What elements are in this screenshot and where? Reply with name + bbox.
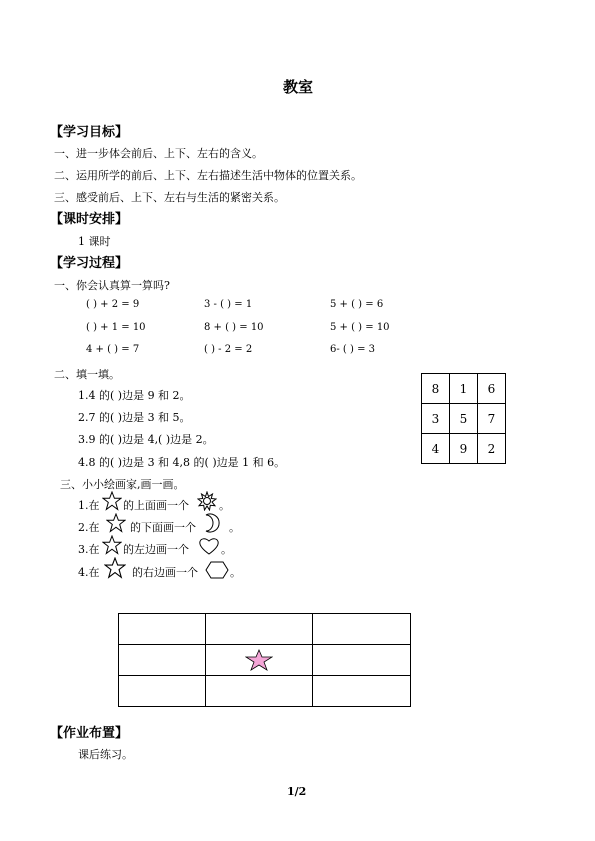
draw-item-3-prefix: 3.在 xyxy=(78,543,100,556)
part2-heading: 二、填一填。 xyxy=(54,368,120,381)
drawing-cell xyxy=(313,676,411,707)
drawing-cell xyxy=(313,614,411,645)
draw-item-1-middle: 的上面画一个 xyxy=(123,499,189,512)
grid-cell: 3 xyxy=(422,404,450,434)
grid-cell: 2 xyxy=(478,434,506,464)
page-number: 1/2 xyxy=(287,785,307,798)
goal-line-3: 三、感受前后、上下、左右与生活的紧密关系。 xyxy=(54,191,285,204)
draw-item-3-middle: 的左边画一个 xyxy=(123,543,189,556)
equation: 4 + ( ) = 7 xyxy=(86,344,140,355)
goal-line-1: 一、进一步体会前后、上下、左右的含义。 xyxy=(54,147,263,160)
fill-item-1: 1.4 的( )边是 9 和 2。 xyxy=(78,389,191,402)
draw-item-2-prefix: 2.在 xyxy=(78,521,100,534)
number-grid xyxy=(421,373,506,464)
part1-heading: 一、你会认真算一算吗? xyxy=(54,279,170,292)
grid-cell: 8 xyxy=(422,374,450,404)
page-title: 教室 xyxy=(283,78,314,96)
homework-text: 课后练习。 xyxy=(78,748,133,761)
draw-item-4-prefix: 4.在 xyxy=(78,566,100,579)
section-heading-schedule: 【课时安排】 xyxy=(50,212,129,227)
drawing-cell-center xyxy=(206,645,313,676)
section-heading-process: 【学习过程】 xyxy=(50,256,129,271)
grid-cell: 9 xyxy=(450,434,478,464)
hexagon-icon xyxy=(205,561,229,579)
draw-item-4-middle: 的右边画一个 xyxy=(132,566,198,579)
equation: 5 + ( ) = 10 xyxy=(330,322,390,333)
grid-cell: 6 xyxy=(478,374,506,404)
equation: 8 + ( ) = 10 xyxy=(204,322,264,333)
drawing-cell xyxy=(119,645,206,676)
equation: ( ) - 2 = 2 xyxy=(204,344,253,355)
drawing-cell xyxy=(119,676,206,707)
drawing-cell xyxy=(313,645,411,676)
star-icon xyxy=(104,557,126,579)
fill-item-4: 4.8 的( )边是 3 和 4,8 的( )边是 1 和 6。 xyxy=(78,456,286,469)
drawing-cell xyxy=(206,676,313,707)
draw-item-1-suffix: 。 xyxy=(219,499,230,512)
goal-line-2: 二、运用所学的前后、上下、左右描述生活中物体的位置关系。 xyxy=(54,169,362,182)
equation: 6- ( ) = 3 xyxy=(330,344,375,355)
grid-cell: 7 xyxy=(478,404,506,434)
drawing-cell xyxy=(206,614,313,645)
equation: ( ) + 2 = 9 xyxy=(86,299,140,310)
equation: ( ) + 1 = 10 xyxy=(86,322,146,333)
heart-icon xyxy=(198,536,220,556)
grid-cell: 1 xyxy=(450,374,478,404)
draw-item-2-middle: 的下面画一个 xyxy=(130,521,196,534)
section-heading-homework: 【作业布置】 xyxy=(50,726,129,741)
grid-cell: 4 xyxy=(422,434,450,464)
equation: 5 + ( ) = 6 xyxy=(330,299,384,310)
schedule-text: 1 课时 xyxy=(78,235,111,248)
moon-icon xyxy=(203,513,227,533)
section-heading-goals: 【学习目标】 xyxy=(50,125,129,140)
star-icon xyxy=(102,535,122,555)
draw-item-1-prefix: 1.在 xyxy=(78,499,100,512)
equation: 3 - ( ) = 1 xyxy=(204,299,253,310)
draw-item-3-suffix: 。 xyxy=(221,543,232,556)
sun-icon xyxy=(197,491,217,511)
drawing-grid xyxy=(118,613,411,707)
star-icon xyxy=(245,649,273,671)
star-icon xyxy=(106,513,126,533)
drawing-cell xyxy=(119,614,206,645)
grid-cell: 5 xyxy=(450,404,478,434)
draw-item-4-suffix: 。 xyxy=(230,566,241,579)
star-icon xyxy=(102,491,122,511)
part3-heading: 三、小小绘画家,画一画。 xyxy=(60,478,185,491)
fill-item-2: 2.7 的( )边是 3 和 5。 xyxy=(78,411,191,424)
fill-item-3: 3.9 的( )边是 4,( )边是 2。 xyxy=(78,433,214,446)
draw-item-2-suffix: 。 xyxy=(229,521,240,534)
